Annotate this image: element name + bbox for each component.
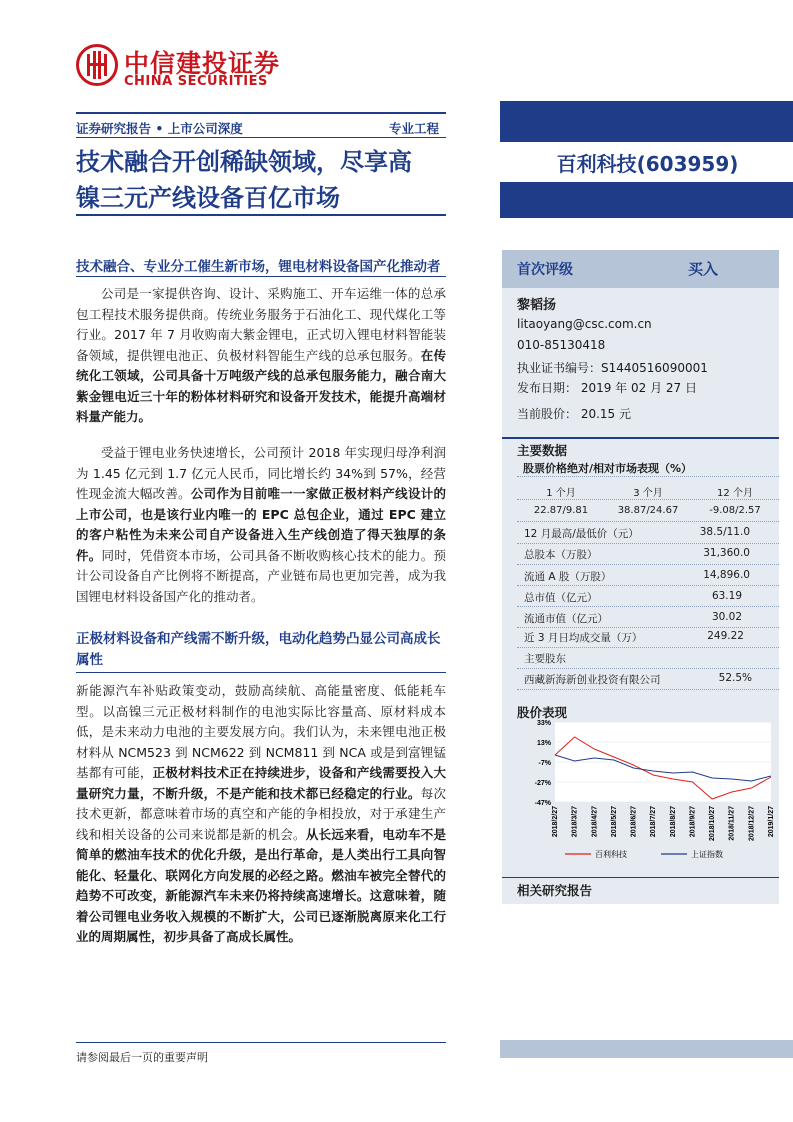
kv-divider — [517, 543, 779, 544]
kv-label: 流通市值（亿元） — [524, 613, 608, 625]
report-title — [76, 144, 446, 216]
section1-para2 — [76, 443, 446, 607]
section1-para2-tail: 同时，凭借资本市场，公司具备不断收购核心技术的能力。预计公司设备自产比例将不断提高，产业链布局也更加完善，成为我国锂电材料设备国产化的推动者。 — [76, 547, 446, 604]
section2-underline — [76, 672, 446, 673]
price-chart — [507, 718, 779, 868]
y-tick-label: -7% — [538, 760, 551, 767]
legend-label: 百利科技 — [595, 850, 627, 859]
x-tick-label: 2018/4/27 — [591, 806, 599, 838]
kv-divider — [517, 585, 779, 586]
section1-para1-bold: 在传统化工领域，公司具备十万吨级产线的总承包服务能力，融合南大紫金锂电近三十年的粉体材料研究和设备开发技术，能提升高端材料量产能力。 — [76, 347, 446, 424]
industry-label: 专业工程 — [389, 121, 440, 136]
x-tick-label: 2018/9/27 — [689, 806, 697, 838]
perf-header-12m: 12 个月 — [717, 488, 753, 499]
chart-title: 股价表现 — [517, 705, 568, 720]
report-title-line2: 镍三元产线设备百亿市场 — [76, 184, 340, 212]
holder-name: 西藏新海新创业投资有限公司 — [524, 674, 661, 686]
kv-value: 38.5/11.0 — [699, 526, 750, 538]
x-tick-label: 2018/3/27 — [571, 806, 579, 838]
perf-header-3m: 3 个月 — [633, 488, 663, 499]
footer-band — [500, 1040, 793, 1058]
section1-underline — [76, 276, 446, 277]
footer-disclaimer: 请参阅最后一页的重要声明 — [76, 1051, 208, 1064]
report-type: 证券研究报告 • 上市公司深度 — [76, 121, 243, 136]
kv-divider — [517, 521, 779, 522]
section2-para1-tail: 每次技术更新，都意味着市场的真空和产能的争相投放，对于承建生产线和相关设备的公司来说都是新的机会。 — [76, 785, 446, 842]
x-tick-label: 2018/8/27 — [669, 806, 677, 838]
section2-para1-bold: 正极材料技术正在持续进步，设备和产线需要投入大量研究力量，不断升级，不是产能和技术都已经稳定的行业。 — [76, 765, 446, 801]
logo-chinese-name: 中信建投证券 — [124, 49, 281, 78]
kv-divider — [517, 564, 779, 565]
key-data-title: 主要数据 — [517, 443, 568, 458]
x-tick-label: 2018/5/27 — [610, 806, 618, 838]
y-tick-label: -47% — [534, 800, 551, 807]
perf-value-12m: -9.08/2.57 — [709, 505, 761, 516]
x-tick-label: 2018/6/27 — [630, 806, 638, 838]
current-price: 当前股价： 20.15 元 — [517, 407, 631, 421]
kv-divider — [517, 647, 779, 648]
publish-date: 发布日期： 2019 年 02 月 27 日 — [517, 381, 697, 395]
section2-title: 正极材料设备和产线需不断升级，电动化趋势凸显公司高成长属性 — [76, 631, 441, 668]
kv-label: 近 3 月日均成交量（万） — [524, 632, 643, 644]
perf-divider — [517, 476, 779, 477]
x-tick-label: 2019/1/27 — [768, 806, 775, 838]
kv-divider — [517, 606, 779, 607]
kv-value: 249.22 — [707, 630, 744, 642]
section1-title: 技术融合、专业分工催生新市场，锂电材料设备国产化推动者 — [76, 259, 441, 275]
x-tick-label: 2018/11/27 — [728, 806, 736, 841]
rating-label: 首次评级 — [517, 262, 573, 278]
y-tick-label: -27% — [534, 780, 551, 787]
analyst-name: 黎韬扬 — [517, 298, 557, 313]
china-securities-logo-icon — [76, 44, 118, 86]
related-reports-title: 相关研究报告 — [517, 883, 593, 898]
x-tick-label: 2018/12/27 — [748, 806, 756, 842]
kv-value: 31,360.0 — [703, 547, 750, 559]
perf-value-1m: 22.87/9.81 — [533, 505, 589, 516]
analyst-email[interactable]: litaoyang@csc.com.cn — [517, 317, 652, 331]
section1-para2-bold: 公司作为目前唯一一家做正极材料产线设计的上市公司，也是该行业内唯一的 EPC 总包企业，通过 EPC 建立的客户粘性为未来公司自产设备进入生产线创造了得天独厚的条件。 — [76, 486, 446, 563]
section2-para1-bold2: 从长远来看，电动车不是简单的燃油车技术的优化升级，是出行革命，是人类出行工具向智能化、轻量化、联网化方向发展的必经之路。燃油车被完全替代的趋势不可改变，新能源汽车未来仍将持续高速增长。这意味着，随着公司锂电业务收入规模的不断扩大，公司已逐渐脱离原来化工行业的周期属性，初步具备了高成长属性。 — [76, 826, 446, 944]
x-tick-label: 2018/10/27 — [709, 806, 717, 842]
legend-label: 上证指数 — [691, 850, 723, 859]
perf-value-3m: 38.87/24.67 — [617, 505, 679, 516]
holder-pct: 52.5% — [718, 672, 752, 684]
section1-para1-text: 公司是一家提供咨询、设计、采购施工、开车运维一体的总承包工程技术服务提供商。传统业务服务于石油化工、现代煤化工等行业。2017 年 7 月收购南大紫金锂电，正式切入锂电材料智能装备领域，提供锂电池正、负极材料智能生产线的总承包服务。 — [76, 286, 446, 363]
kv-value: 14,896.0 — [703, 569, 750, 581]
title-underline — [76, 214, 446, 216]
kv-label: 流通 A 股（万股） — [524, 571, 612, 583]
perf-header-1m: 1 个月 — [546, 488, 576, 499]
kv-divider — [517, 689, 779, 690]
kv-divider — [517, 668, 779, 669]
kv-label: 12 月最高/最低价（元） — [524, 528, 639, 540]
analyst-cert: 执业证书编号：S1440516090001 — [517, 361, 708, 375]
perf-divider — [517, 499, 779, 500]
section1-para2-text: 受益于锂电业务快速增长，公司预计 2018 年实现归母净利润为 1.45 亿元到 1.7 亿元人民币，同比增长约 34%到 57%，经营性现金流大幅改善。 — [76, 445, 446, 501]
kv-value: 30.02 — [711, 611, 742, 623]
title-divider — [76, 137, 446, 138]
header-divider — [76, 112, 446, 114]
footer-divider — [76, 1042, 446, 1043]
kv-value: 63.19 — [711, 590, 742, 602]
rating-value: 买入 — [688, 260, 719, 278]
section1-para1 — [76, 284, 446, 428]
y-tick-label: 13% — [536, 740, 551, 747]
x-tick-label: 2018/2/27 — [552, 806, 559, 838]
y-tick-label: 33% — [536, 720, 551, 727]
kv-label: 总股本（万股） — [524, 549, 598, 561]
key-data-divider — [502, 437, 779, 439]
company-name-ticker: 百利科技(603959) — [556, 152, 739, 176]
holder-label: 主要股东 — [524, 653, 566, 665]
kv-label: 总市值（亿元） — [524, 592, 598, 604]
analyst-phone: 010-85130418 — [517, 338, 606, 352]
section2-para1 — [76, 681, 446, 948]
perf-title: 股票价格绝对/相对市场表现（%） — [523, 462, 693, 475]
x-tick-label: 2018/7/27 — [650, 806, 658, 838]
related-divider — [502, 877, 779, 878]
kv-divider — [517, 627, 779, 628]
logo-english-name: CHINA SECURITIES — [124, 74, 268, 89]
section2-para1-text: 新能源汽车补贴政策变动，鼓励高续航、高能量密度、低能耗车型。以高镍三元正极材料制作的电池实际比容量高、原材料成本低，是未来动力电池的主要发展方向。我们认为，未来锂电池正极材料从 NCM523 到 NCM622 到 NCM811 到 NCA 或是到富锂锰基都有可能， — [76, 683, 446, 780]
report-title-line1: 技术融合开创稀缺领域，尽享高 — [76, 148, 412, 176]
